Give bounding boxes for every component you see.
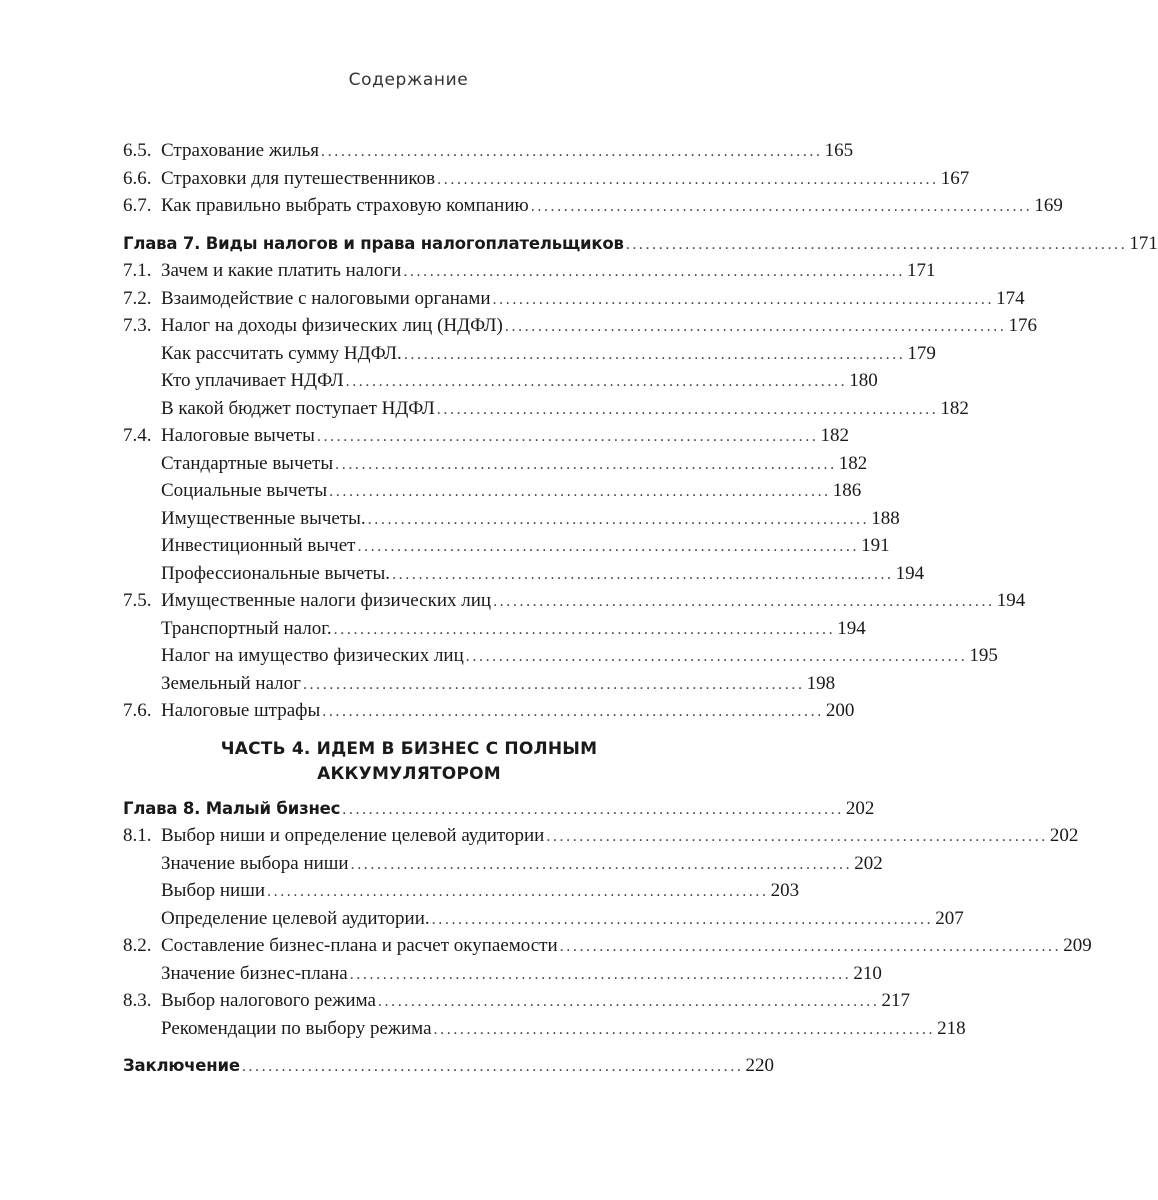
page-number: 165 bbox=[824, 140, 854, 161]
entry-title: Выбор ниши и определение целевой аудитории bbox=[161, 825, 545, 846]
dot-leader: ............................................................................ bbox=[267, 883, 769, 900]
entry-title: Налоговые вычеты bbox=[161, 425, 315, 446]
entry-title: Рекомендации по выбору режима bbox=[161, 1017, 432, 1039]
toc-chapter-entry[interactable] bbox=[123, 795, 875, 823]
entry-title: Взаимодействие с налоговыми органами bbox=[161, 287, 491, 309]
page-number: 180 bbox=[849, 370, 878, 391]
entry-title: Страховки для путешественников bbox=[161, 167, 436, 189]
section-number: 7.2. bbox=[123, 287, 152, 309]
dot-leader: ............................................................................ bbox=[546, 828, 1048, 845]
entry-title: Заключение bbox=[123, 1056, 240, 1075]
page-number: 167 bbox=[940, 167, 970, 189]
page-number: 186 bbox=[832, 480, 862, 501]
toc-block bbox=[123, 137, 1063, 220]
page-number: 194 bbox=[837, 617, 866, 639]
dot-leader: ............................................................................ bbox=[349, 965, 852, 983]
dot-leader: ............................................................................ bbox=[530, 198, 1033, 215]
page-number: 194 bbox=[895, 562, 925, 584]
dot-leader: ............................................................................ bbox=[436, 400, 939, 418]
entry-title: Как рассчитать сумму НДФЛ. bbox=[161, 342, 402, 364]
page-number: 217 bbox=[881, 990, 911, 1011]
toc-subsection-entry[interactable] bbox=[123, 642, 998, 670]
dot-leader: ............................................................................ bbox=[437, 170, 939, 188]
page-number: 194 bbox=[996, 590, 1026, 611]
toc-block bbox=[123, 1052, 774, 1080]
toc-subsection-entry[interactable] bbox=[123, 960, 882, 988]
dot-leader: ............................................................................ bbox=[342, 800, 844, 818]
entry-title: Налог на доходы физических лиц (НДФЛ) bbox=[161, 315, 503, 336]
dot-leader: ............................................................................ bbox=[241, 1058, 744, 1075]
dot-leader: ............................................................................ bbox=[322, 703, 824, 720]
page-number: 174 bbox=[996, 287, 1025, 309]
entry-title: Составление бизнес-плана и расчет окупаемости bbox=[161, 935, 558, 956]
entry-title: Налоговые штрафы bbox=[161, 700, 321, 721]
dot-leader: ............................................................................ bbox=[504, 318, 1007, 335]
toc-section-entry[interactable] bbox=[123, 192, 1063, 220]
entry-title: Земельный налог bbox=[161, 672, 301, 694]
toc-subsection-entry[interactable] bbox=[123, 477, 862, 505]
table-of-contents bbox=[123, 137, 1158, 1080]
section-number: 6.5. bbox=[123, 140, 152, 161]
section-number: 6.6. bbox=[123, 167, 152, 189]
entry-title: Имущественные вычеты. bbox=[161, 507, 366, 529]
entry-title: Имущественные налоги физических лиц bbox=[161, 590, 492, 611]
entry-title: В какой бюджет поступает НДФЛ bbox=[161, 397, 435, 419]
dot-leader: ............................................................................ bbox=[316, 428, 819, 445]
page-number: 191 bbox=[861, 535, 890, 556]
entry-title: Выбор ниши bbox=[161, 880, 265, 901]
entry-title: Социальные вычеты bbox=[161, 480, 328, 501]
page-number: 202 bbox=[854, 852, 883, 874]
page-number: 218 bbox=[937, 1017, 966, 1039]
dot-leader: ............................................................................ bbox=[335, 455, 837, 473]
section-number: 7.4. bbox=[123, 425, 152, 446]
dot-leader: ............................................................................ bbox=[302, 675, 805, 693]
dot-leader: ............................................................................ bbox=[357, 538, 860, 555]
page-number: 176 bbox=[1008, 315, 1037, 336]
entry-title: Инвестиционный вычет bbox=[161, 535, 356, 556]
toc-block bbox=[123, 230, 1158, 725]
toc-subsection-entry[interactable] bbox=[123, 560, 925, 588]
section-number: 7.3. bbox=[123, 315, 152, 336]
page-number: 182 bbox=[820, 425, 849, 446]
page-number: 202 bbox=[845, 797, 875, 819]
part-heading bbox=[123, 737, 695, 787]
dot-leader: ............................................................................ bbox=[392, 565, 894, 583]
toc-chapter-entry[interactable] bbox=[123, 1052, 774, 1080]
page-number: 179 bbox=[907, 342, 936, 364]
dot-leader: ............................................................................ bbox=[433, 1020, 936, 1038]
toc-subsection-entry[interactable] bbox=[123, 450, 868, 478]
entry-title: Выбор налогового режима bbox=[161, 990, 376, 1011]
toc-section-entry[interactable] bbox=[123, 312, 1037, 340]
toc-subsection-entry[interactable] bbox=[123, 367, 878, 395]
entry-title: Налог на имущество физических лиц bbox=[161, 645, 464, 666]
toc-subsection-entry[interactable] bbox=[123, 340, 936, 368]
entry-title: Профессиональные вычеты. bbox=[161, 562, 391, 584]
dot-leader: ............................................................................ bbox=[559, 938, 1062, 955]
running-head: Содержание bbox=[348, 70, 469, 90]
entry-title: Определение целевой аудитории. bbox=[161, 907, 430, 929]
page-number: 203 bbox=[770, 880, 800, 901]
page-number: 169 bbox=[1034, 195, 1063, 216]
toc-section-entry[interactable] bbox=[123, 422, 849, 450]
page-number: 188 bbox=[871, 507, 900, 529]
page-number: 171 bbox=[906, 260, 936, 281]
dot-leader: ............................................................................ bbox=[403, 345, 906, 363]
toc-subsection-entry[interactable] bbox=[123, 615, 866, 643]
toc-section-entry[interactable] bbox=[123, 285, 1025, 313]
toc-subsection-entry[interactable] bbox=[123, 505, 900, 533]
dot-leader: ............................................................................ bbox=[492, 290, 995, 308]
section-number: 6.7. bbox=[123, 195, 152, 216]
entry-title: Значение выбора ниши bbox=[161, 852, 349, 874]
toc-section-entry[interactable] bbox=[123, 987, 911, 1015]
entry-title: Транспортный налог. bbox=[161, 617, 332, 639]
page-number: 220 bbox=[745, 1055, 774, 1076]
page-number: 182 bbox=[838, 452, 868, 474]
entry-title: Как правильно выбрать страховую компанию bbox=[161, 195, 529, 216]
toc-block bbox=[123, 737, 1092, 1043]
section-number: 8.3. bbox=[123, 990, 152, 1011]
dot-leader: ............................................................................ bbox=[345, 373, 848, 390]
toc-section-entry[interactable] bbox=[123, 932, 1092, 960]
section-number: 7.6. bbox=[123, 700, 152, 721]
toc-section-entry[interactable] bbox=[123, 137, 854, 165]
toc-subsection-entry[interactable] bbox=[123, 1015, 966, 1043]
entry-title: Глава 7. Виды налогов и права налогоплательщиков bbox=[123, 233, 624, 253]
part-heading-line: ЧАСТЬ 4. ИДЕМ В БИЗНЕС С ПОЛНЫМ bbox=[220, 738, 598, 759]
page-number: 207 bbox=[935, 907, 964, 929]
page-number: 210 bbox=[853, 962, 882, 984]
toc-chapter-entry[interactable] bbox=[123, 230, 1158, 258]
toc-section-entry[interactable] bbox=[123, 257, 936, 285]
dot-leader: ............................................................................ bbox=[465, 648, 968, 665]
entry-title: Глава 8. Малый бизнес bbox=[123, 798, 341, 818]
section-number: 8.2. bbox=[123, 935, 152, 956]
dot-leader: ............................................................................ bbox=[329, 483, 831, 500]
toc-section-entry[interactable] bbox=[123, 587, 1026, 615]
dot-leader: ............................................................................ bbox=[321, 143, 823, 160]
toc-section-entry[interactable] bbox=[123, 822, 1079, 850]
toc-subsection-entry[interactable] bbox=[123, 877, 800, 905]
dot-leader: ............................................................................ bbox=[493, 593, 995, 610]
entry-title: Значение бизнес-плана bbox=[161, 962, 348, 984]
dot-leader: ............................................................................ bbox=[350, 855, 853, 873]
page-number: 182 bbox=[940, 397, 969, 419]
dot-leader: ............................................................................ bbox=[403, 263, 905, 280]
page-number: 171 bbox=[1129, 232, 1158, 254]
dot-leader: ............................................................................ bbox=[377, 993, 880, 1010]
page-number: 198 bbox=[806, 672, 836, 694]
section-number: 8.1. bbox=[123, 825, 152, 846]
dot-leader: ............................................................................ bbox=[333, 620, 836, 638]
page-number: 200 bbox=[825, 700, 855, 721]
entry-title: Стандартные вычеты bbox=[161, 452, 334, 474]
toc-section-entry[interactable] bbox=[123, 697, 855, 725]
toc-subsection-entry[interactable] bbox=[123, 532, 890, 560]
page-number: 195 bbox=[969, 645, 998, 666]
entry-title: Зачем и какие платить налоги bbox=[161, 260, 402, 281]
entry-title: Страхование жилья bbox=[161, 140, 320, 161]
toc-subsection-entry[interactable] bbox=[123, 670, 836, 698]
dot-leader: ............................................................................ bbox=[431, 910, 934, 928]
section-number: 7.1. bbox=[123, 260, 152, 281]
toc-subsection-entry[interactable] bbox=[123, 905, 964, 933]
page-number: 209 bbox=[1063, 935, 1092, 956]
page-number: 202 bbox=[1049, 825, 1079, 846]
dot-leader: ............................................................................ bbox=[625, 235, 1128, 253]
toc-subsection-entry[interactable] bbox=[123, 395, 969, 423]
toc-subsection-entry[interactable] bbox=[123, 850, 883, 878]
section-number: 7.5. bbox=[123, 590, 152, 611]
part-heading-line: АККУМУЛЯТОРОМ bbox=[317, 763, 501, 784]
toc-section-entry[interactable] bbox=[123, 165, 970, 193]
dot-leader: ............................................................................ bbox=[367, 510, 870, 528]
entry-title: Кто уплачивает НДФЛ bbox=[161, 370, 344, 391]
